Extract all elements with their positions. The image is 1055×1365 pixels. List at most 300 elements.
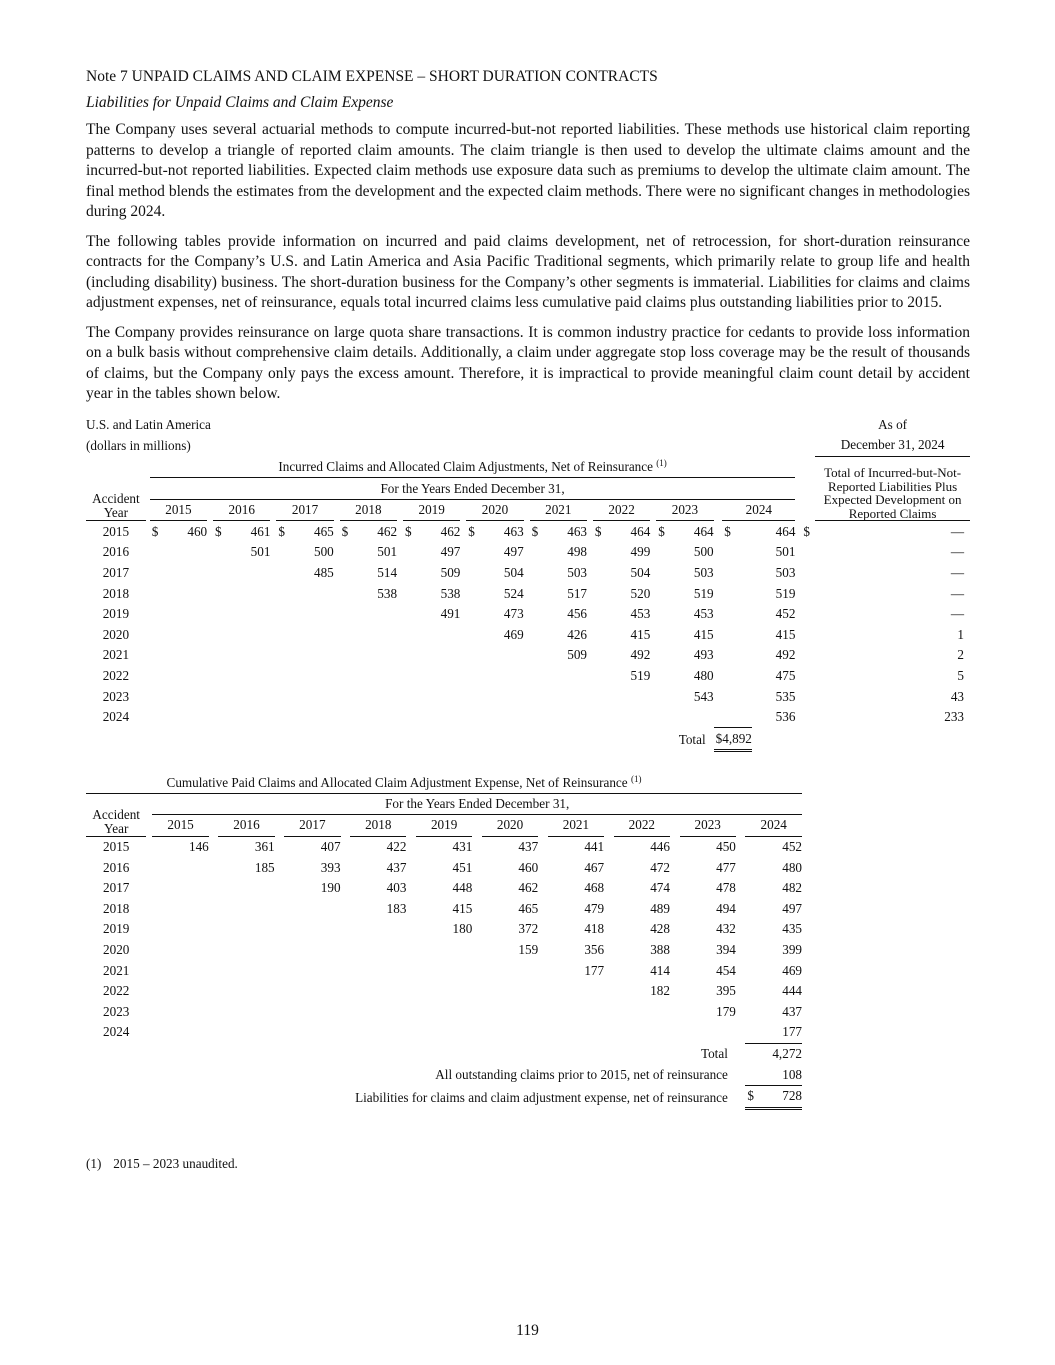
value-cell <box>164 707 208 728</box>
spacer <box>736 899 746 920</box>
spacer <box>86 457 150 479</box>
spacer <box>406 1022 416 1043</box>
value-cell: 497 <box>782 900 802 916</box>
spacer <box>670 1002 680 1023</box>
value-cell <box>607 707 651 728</box>
column-header-year: 2021 <box>548 815 604 837</box>
value-cell: 520 <box>630 585 651 601</box>
value-cell <box>218 940 274 961</box>
spacer <box>341 837 351 858</box>
value-cell: 463 <box>567 523 587 539</box>
spacer <box>406 857 416 878</box>
accident-year-cell: 2017 <box>103 880 130 896</box>
spacer <box>795 478 815 500</box>
value-cell: 441 <box>584 839 605 855</box>
total-label: Total <box>678 731 706 747</box>
currency-symbol: $ <box>594 523 602 539</box>
value-cell: 356 <box>584 942 605 958</box>
spacer <box>341 899 351 920</box>
currency-symbol <box>150 583 164 604</box>
value-cell <box>354 707 398 728</box>
value-cell <box>284 1002 340 1023</box>
spacer <box>341 919 351 940</box>
spacer <box>406 919 416 940</box>
table-row <box>86 878 802 899</box>
spacer <box>406 878 416 899</box>
value-cell: 456 <box>567 606 587 622</box>
value-cell: 437 <box>518 839 539 855</box>
value-cell: 517 <box>567 585 587 601</box>
value-cell <box>290 686 334 707</box>
value-cell <box>548 1002 604 1023</box>
currency-symbol <box>213 624 227 645</box>
value-cell: 422 <box>386 839 407 855</box>
table-row <box>86 583 970 604</box>
spacer <box>714 500 723 522</box>
value-cell: 159 <box>518 942 539 958</box>
paragraph-tables-intro: The following tables provide information on incurred and paid claims development, net of retrocession, for short-duration reinsurance contracts for the Company’s U.S. and Latin America and Asia Pacific Traditional segments, which primarily relate to group life and health (including disability) business. The short-duration business for the Company’s other segments is immaterial. Liabilities for claims and claims adjustment expenses, net of reinsurance, equals total incurred claims less cumulative paid claims plus outstanding liabilities prior to 2015. <box>86 232 970 311</box>
value-cell: 497 <box>503 544 524 560</box>
column-header-year: 2015 <box>150 500 207 522</box>
accident-year-cell: 2020 <box>103 942 130 958</box>
currency-symbol <box>530 542 544 563</box>
spacer <box>472 857 482 878</box>
document-page <box>86 68 970 1110</box>
spacer <box>604 1002 614 1023</box>
note-title: Note 7 UNPAID CLAIMS AND CLAIM EXPENSE – SHORT DURATION CONTRACTS <box>86 68 658 85</box>
spacer <box>604 878 614 899</box>
title-text: Incurred Claims and Allocated Claim Adjustments, Net of Reinsurance <box>278 459 653 475</box>
accident-year-cell: 2018 <box>102 585 130 601</box>
value-cell <box>284 960 340 981</box>
value-cell <box>607 686 651 707</box>
ibnr-column-header: Total of Incurred-but-Not-Reported Liabilities Plus Expected Development on Reported Claims <box>815 457 970 522</box>
value-cell: 514 <box>377 564 398 580</box>
spacer <box>714 707 723 728</box>
value-cell <box>482 1022 538 1043</box>
value-cell: 467 <box>584 859 605 875</box>
value-cell: 462 <box>518 880 539 896</box>
spacer <box>406 960 416 981</box>
value-cell: 535 <box>775 688 796 704</box>
currency-symbol <box>530 645 544 666</box>
column-header-year: 2017 <box>284 815 340 837</box>
currency-symbol <box>150 604 164 625</box>
value-cell: 498 <box>567 544 587 560</box>
spacer <box>670 960 680 981</box>
spacer <box>801 435 815 457</box>
ibnr-value-cell: — <box>950 523 964 539</box>
value-cell: 399 <box>782 942 802 958</box>
currency-symbol <box>593 563 607 584</box>
spacer <box>209 940 219 961</box>
amount: 728 <box>782 1088 802 1104</box>
value-cell: 388 <box>650 942 670 958</box>
column-header-year: 2022 <box>593 500 650 522</box>
currency-symbol <box>403 542 417 563</box>
spacer <box>538 899 548 920</box>
currency-symbol <box>466 645 480 666</box>
accident-label: Accident <box>92 491 140 507</box>
spacer <box>406 837 416 858</box>
value-cell: 473 <box>503 606 524 622</box>
value-cell: 394 <box>716 942 736 958</box>
value-cell <box>350 940 406 961</box>
value-cell: 500 <box>313 544 334 560</box>
value-cell: 444 <box>782 983 802 999</box>
spacer <box>209 981 219 1002</box>
spacer <box>714 521 723 542</box>
table-row <box>86 857 802 878</box>
incurred-claims-table <box>86 415 970 753</box>
value-cell <box>218 919 274 940</box>
ibnr-value-cell: 1 <box>957 626 964 642</box>
value-cell: 472 <box>650 859 670 875</box>
value-cell <box>482 981 538 1002</box>
liabilities-row <box>86 1086 802 1110</box>
currency-symbol <box>530 707 544 728</box>
currency-symbol <box>150 542 164 563</box>
value-cell: 480 <box>782 859 802 875</box>
accident-year-cell: 2022 <box>102 667 130 683</box>
value-cell: 504 <box>630 564 651 580</box>
currency-symbol <box>530 583 544 604</box>
value-cell: 494 <box>716 900 736 916</box>
value-cell: 499 <box>630 544 651 560</box>
currency-symbol <box>801 645 815 666</box>
value-cell <box>284 1022 340 1043</box>
spacer <box>341 857 351 878</box>
spacer <box>209 815 219 837</box>
spacer <box>209 837 219 858</box>
segment-label: U.S. and Latin America <box>86 416 211 432</box>
currency-symbol <box>722 666 752 687</box>
value-cell: 503 <box>775 564 796 580</box>
currency-symbol <box>213 645 227 666</box>
value-cell: 538 <box>377 585 398 601</box>
spacer <box>714 583 723 604</box>
value-cell: 450 <box>716 839 736 855</box>
column-header-year: 2016 <box>218 815 274 837</box>
column-header-year: 2016 <box>213 500 270 522</box>
spacer <box>472 940 482 961</box>
column-header-year: 2019 <box>416 815 472 837</box>
spacer <box>670 878 680 899</box>
value-cell: 415 <box>693 626 714 642</box>
currency-symbol <box>466 666 480 687</box>
value-cell: 501 <box>377 544 398 560</box>
value-cell <box>152 857 208 878</box>
spacer <box>801 415 815 436</box>
spacer <box>714 542 723 563</box>
value-cell <box>350 1022 406 1043</box>
year-label: Year <box>104 820 129 836</box>
currency-symbol <box>801 583 815 604</box>
currency-symbol <box>340 686 354 707</box>
value-cell: 452 <box>782 839 802 855</box>
currency-symbol <box>276 624 290 645</box>
value-cell <box>480 686 524 707</box>
currency-symbol <box>466 563 480 584</box>
value-cell <box>218 960 274 981</box>
title-text: Cumulative Paid Claims and Allocated Claim Adjustment Expense, Net of Reinsurance <box>166 774 628 790</box>
value-cell: 431 <box>452 839 473 855</box>
value-cell: 435 <box>782 921 802 937</box>
value-cell <box>290 583 334 604</box>
spacer <box>341 960 351 981</box>
ibnr-value-cell: — <box>950 606 964 622</box>
year-label: Year <box>103 505 129 521</box>
spacer <box>670 940 680 961</box>
currency-symbol: $ <box>215 523 222 539</box>
value-cell <box>284 899 340 920</box>
currency-symbol <box>466 583 480 604</box>
value-cell <box>543 707 587 728</box>
value-cell <box>152 981 208 1002</box>
value-cell: 448 <box>452 880 473 896</box>
currency-symbol <box>276 707 290 728</box>
spacer <box>714 666 723 687</box>
table-row <box>86 666 970 687</box>
value-cell: 519 <box>693 585 714 601</box>
value-cell <box>152 899 208 920</box>
spacer <box>736 919 746 940</box>
value-cell: 415 <box>630 626 651 642</box>
spacer <box>736 837 746 858</box>
spacer <box>341 1022 351 1043</box>
accident-year-cell: 2015 <box>102 523 130 539</box>
value-cell: 503 <box>567 564 587 580</box>
currency-symbol <box>403 563 417 584</box>
value-cell <box>164 604 208 625</box>
value-cell: 464 <box>630 523 651 539</box>
value-cell <box>350 919 406 940</box>
value-cell: 493 <box>693 647 714 663</box>
value-cell: 393 <box>320 859 341 875</box>
value-cell <box>152 878 208 899</box>
value-cell <box>152 1002 208 1023</box>
value-cell: 462 <box>440 523 461 539</box>
value-cell <box>164 542 208 563</box>
value-cell <box>290 604 334 625</box>
value-cell: 491 <box>440 606 461 622</box>
spacer <box>275 1002 285 1023</box>
currency-symbol <box>593 686 607 707</box>
currency-symbol <box>722 707 752 728</box>
spacer <box>538 857 548 878</box>
ibnr-value-cell: — <box>950 564 964 580</box>
table-row <box>86 899 802 920</box>
spacer <box>736 1043 746 1065</box>
value-cell <box>218 899 274 920</box>
value-cell <box>290 624 334 645</box>
spacer <box>736 1064 746 1086</box>
spacer <box>209 919 219 940</box>
currency-symbol <box>722 624 752 645</box>
value-cell: 464 <box>775 523 796 539</box>
value-cell <box>152 940 208 961</box>
table-row <box>86 521 970 542</box>
currency-symbol: $ <box>341 523 349 539</box>
liabilities-row-value <box>745 1086 802 1110</box>
ibnr-value-cell: 2 <box>957 647 964 663</box>
value-cell: 519 <box>775 585 796 601</box>
value-cell: 497 <box>440 544 461 560</box>
spacer <box>670 815 680 837</box>
currency-symbol <box>656 604 670 625</box>
value-cell: 453 <box>693 606 714 622</box>
currency-symbol <box>340 645 354 666</box>
value-cell: 543 <box>693 688 714 704</box>
value-cell <box>284 940 340 961</box>
value-cell: 501 <box>250 544 271 560</box>
currency-symbol <box>340 666 354 687</box>
period-header: For the Years Ended December 31, <box>150 478 796 500</box>
currency-symbol: $ <box>803 523 810 539</box>
value-cell: 452 <box>775 606 796 622</box>
currency-symbol: $ <box>747 1088 755 1104</box>
spacer <box>670 857 680 878</box>
value-cell <box>354 645 398 666</box>
spacer <box>670 919 680 940</box>
currency-symbol <box>276 563 290 584</box>
spacer <box>604 837 614 858</box>
value-cell: 414 <box>650 962 670 978</box>
prior-claims-row-label: All outstanding claims prior to 2015, net of reinsurance <box>435 1067 728 1083</box>
currency-symbol <box>340 624 354 645</box>
currency-symbol <box>656 666 670 687</box>
table-row <box>86 981 802 1002</box>
table-row <box>86 919 802 940</box>
table-row <box>86 940 802 961</box>
value-cell: 468 <box>584 880 605 896</box>
value-cell: 492 <box>775 647 796 663</box>
value-cell <box>227 707 271 728</box>
value-cell <box>354 666 398 687</box>
currency-symbol <box>340 583 354 604</box>
spacer <box>795 457 815 479</box>
value-cell <box>350 981 406 1002</box>
value-cell: 479 <box>584 900 605 916</box>
column-header-year: 2018 <box>340 500 397 522</box>
spacer <box>604 981 614 1002</box>
accident-year-cell: 2021 <box>103 962 130 978</box>
value-cell <box>152 960 208 981</box>
column-header-year: 2023 <box>680 815 736 837</box>
prior-claims-row-value <box>745 1064 802 1086</box>
currency-symbol <box>656 686 670 707</box>
currency-symbol <box>213 666 227 687</box>
ibnr-value-cell: — <box>950 585 964 601</box>
currency-symbol <box>801 707 815 728</box>
spacer <box>406 981 416 1002</box>
value-cell: 524 <box>503 585 524 601</box>
spacer <box>736 1086 746 1110</box>
spacer <box>406 940 416 961</box>
value-cell: 536 <box>775 709 796 725</box>
accident-year-cell: 2017 <box>102 564 130 580</box>
currency-symbol <box>340 542 354 563</box>
spacer <box>736 940 746 961</box>
spacer <box>209 960 219 981</box>
currency-symbol <box>150 624 164 645</box>
spacer <box>604 940 614 961</box>
value-cell <box>350 1002 406 1023</box>
spacer <box>406 1002 416 1023</box>
value-cell <box>152 1022 208 1043</box>
spacer <box>538 837 548 858</box>
currency-symbol <box>403 666 417 687</box>
accident-year-cell: 2019 <box>102 606 130 622</box>
currency-symbol: $ <box>724 523 731 539</box>
currency-symbol <box>530 624 544 645</box>
currency-symbol <box>722 563 752 584</box>
currency-symbol <box>656 583 670 604</box>
value-cell <box>164 624 208 645</box>
value-cell <box>614 1022 670 1043</box>
currency-symbol <box>466 604 480 625</box>
accident-year-cell: 2024 <box>102 709 130 725</box>
currency-symbol <box>150 563 164 584</box>
value-cell: 538 <box>440 585 461 601</box>
value-cell: 361 <box>254 839 275 855</box>
value-cell: 183 <box>386 900 407 916</box>
value-cell <box>227 563 271 584</box>
spacer <box>275 960 285 981</box>
currency-symbol <box>276 686 290 707</box>
accident-year-cell: 2019 <box>103 921 130 937</box>
currency-symbol <box>656 645 670 666</box>
value-cell: 464 <box>693 523 714 539</box>
value-cell: 403 <box>386 880 407 896</box>
spacer <box>406 899 416 920</box>
value-cell <box>548 981 604 1002</box>
spacer <box>341 815 351 837</box>
value-cell: 437 <box>386 859 407 875</box>
value-cell: 480 <box>693 667 714 683</box>
spacer <box>275 878 285 899</box>
spacer <box>604 919 614 940</box>
spacer <box>472 1002 482 1023</box>
value-cell: 504 <box>503 564 524 580</box>
spacer <box>538 878 548 899</box>
value-cell <box>290 707 334 728</box>
value-cell <box>164 583 208 604</box>
accident-year-cell: 2024 <box>103 1024 130 1040</box>
column-header-year: 2020 <box>466 500 523 522</box>
value-cell: 190 <box>320 880 341 896</box>
value-cell: 482 <box>782 880 802 896</box>
currency-symbol <box>213 707 227 728</box>
spacer <box>538 815 548 837</box>
currency-symbol <box>722 542 752 563</box>
spacer <box>472 981 482 1002</box>
currency-symbol <box>403 707 417 728</box>
value-cell: 179 <box>716 1003 736 1019</box>
spacer <box>209 1002 219 1023</box>
spacer <box>209 857 219 878</box>
spacer <box>538 940 548 961</box>
spacer <box>472 919 482 940</box>
currency-symbol <box>276 583 290 604</box>
spacer <box>275 899 285 920</box>
value-cell <box>218 1002 274 1023</box>
units-label: (dollars in millions) <box>86 437 191 453</box>
column-header-year: 2022 <box>614 815 670 837</box>
spacer <box>472 878 482 899</box>
value-cell: 465 <box>518 900 539 916</box>
value-cell <box>416 981 472 1002</box>
